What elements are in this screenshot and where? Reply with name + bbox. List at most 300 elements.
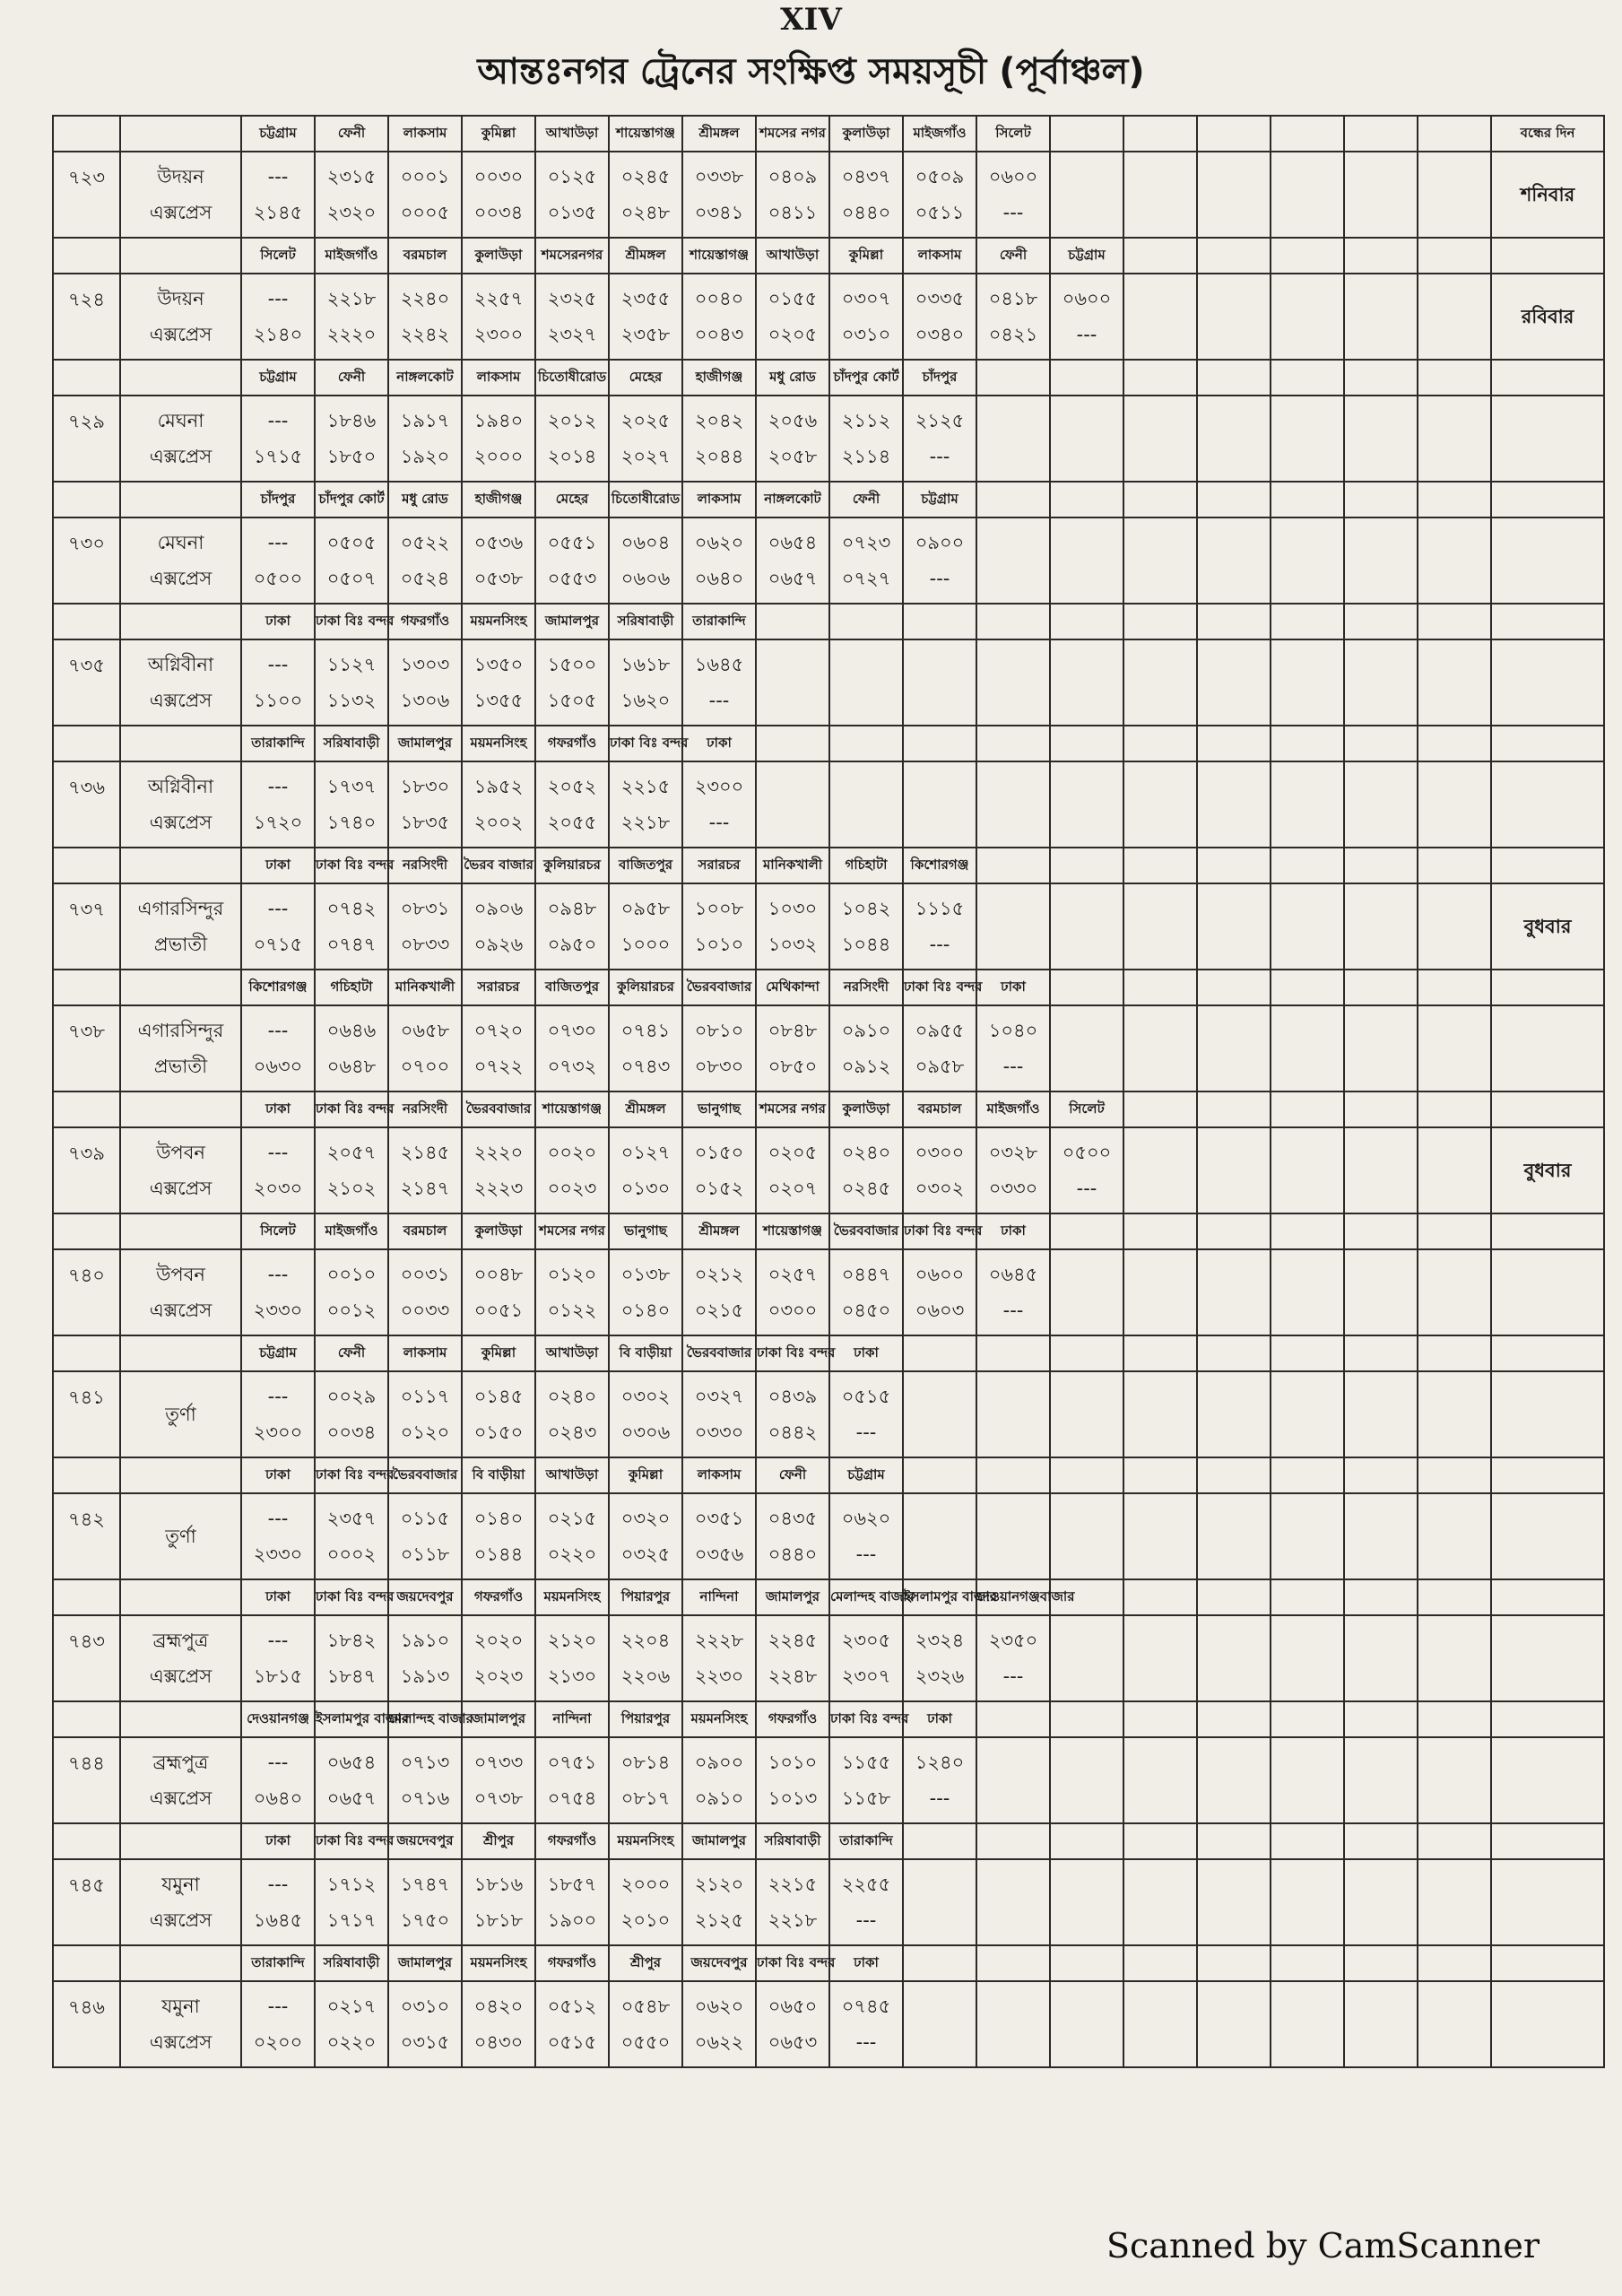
arrival-time: ০৯০০ [915,532,965,553]
blank-cell [1418,1493,1491,1579]
arrival-time: ০৮৪৮ [768,1020,818,1041]
arrival-time: ২০৫৭ [326,1142,377,1163]
station-name: লাকসাম [682,1457,756,1493]
time-cell [682,639,756,726]
timetable-body [53,116,1604,2067]
departure-time: ০৭০০ [400,1056,450,1077]
blank-cell [53,604,120,639]
station-name: ইসলামপুর বাজার [315,1701,388,1737]
arrival-time: ২২৫৭ [473,288,524,309]
station-name: মেহের [609,360,682,396]
train-row [53,1371,1604,1457]
time-cell [462,1615,535,1701]
blank-cell [1271,1859,1344,1945]
blank-cell [1197,482,1271,517]
time-cell [756,396,829,482]
blank-cell [976,1737,1050,1823]
arrival-time: ০৩০৭ [841,288,891,309]
station-name: নরসিংদী [388,848,462,883]
arrival-time: --- [267,1996,289,2017]
departure-time: ০৭৪৭ [326,934,377,955]
time-cell [535,1249,609,1335]
arrival-time: ০২৪৫ [620,166,671,187]
departure-time: ০৩০২ [915,1178,965,1199]
arrival-time: ০১৪০ [473,1508,524,1529]
time-cell [315,1737,388,1823]
departure-time: ০৪৪০ [768,1544,818,1565]
arrival-time: ২২১৫ [620,776,671,797]
blank-cell [53,848,120,883]
train-name [120,761,241,848]
blank-cell [1271,1737,1344,1823]
time-cell [609,1005,682,1091]
station-name: দেওয়ানগঞ্জবাজার [976,1579,1050,1615]
blank-cell [1123,1213,1197,1249]
blank-cell [53,1335,120,1371]
blank-cell [1123,274,1197,360]
blank-cell [1197,1859,1271,1945]
departure-time: ০৭৪৩ [620,1056,671,1077]
departure-time: ১৭২০ [253,812,303,833]
time-cell [315,1371,388,1457]
departure-time: ২৩০০ [473,324,524,345]
arrival-time: ০৫৪৮ [620,1996,671,2017]
station-name: চিতোষীরোড [535,360,609,396]
time-cell [462,761,535,848]
arrival-time: ০৯০৬ [473,898,524,919]
time-cell [682,1127,756,1213]
blank-cell [1123,1615,1197,1701]
station-row [53,238,1604,274]
station-name: সরারচর [682,848,756,883]
time-cell [609,1371,682,1457]
departure-time: ০২০০ [253,2031,303,2053]
blank-cell [1050,726,1123,761]
train-number: ৭২৪ [53,274,120,360]
page-number: XIV [780,2,842,38]
time-cell [535,1371,609,1457]
blank-cell [120,1335,241,1371]
train-name-line: যমুনা [161,1874,200,1895]
departure-time: ০২৪৫ [841,1178,891,1199]
arrival-time: ০৮১০ [694,1020,744,1041]
time-cell [682,1615,756,1701]
time-cell [241,1127,315,1213]
station-name: চট্টগ্রাম [829,1457,903,1493]
arrival-time: ১৮১৬ [473,1874,524,1895]
departure-time: ০১৩৫ [547,202,597,223]
time-cell [682,1493,756,1579]
train-number: ৭৩৫ [53,639,120,726]
departure-time: ০৩১৫ [400,2031,450,2053]
departure-time: ০৭১৫ [253,934,303,955]
departure-time: ০৩৩০ [694,1422,744,1443]
time-cell [903,1249,976,1335]
blank-cell [1418,482,1491,517]
blank-cell [120,1701,241,1737]
off-day [1491,517,1604,604]
station-name: পিয়ারপুর [609,1579,682,1615]
station-name: সিলেট [976,116,1050,152]
blank-cell [976,1335,1050,1371]
blank-cell [1050,1249,1123,1335]
departure-time: --- [929,568,950,589]
time-cell [903,274,976,360]
arrival-time: ০৫১৫ [841,1386,891,1407]
arrival-time: ০৭৩০ [547,1020,597,1041]
departure-time: ২২২০ [326,324,377,345]
departure-time: ০৬০৩ [915,1300,965,1321]
blank-cell [1197,1737,1271,1823]
station-name: ভৈরববাজার [462,1091,535,1127]
station-name: মানিকখালী [388,970,462,1005]
arrival-time: ২৩০০ [694,776,744,797]
departure-time: ০৪৪০ [841,202,891,223]
time-cell [535,1981,609,2067]
time-cell [535,517,609,604]
station-name: কিশোরগঞ্জ [241,970,315,1005]
blank-cell [1418,1579,1491,1615]
station-name: হাজীগঞ্জ [682,360,756,396]
departure-time: ০৬৩০ [253,1056,303,1077]
arrival-time: --- [267,776,289,797]
departure-time: ১০১৩ [768,1787,818,1809]
arrival-time: ০০৩১ [400,1264,450,1285]
time-cell [462,1981,535,2067]
blank-cell [120,1091,241,1127]
arrival-time: --- [267,288,289,309]
time-cell [462,274,535,360]
arrival-time: ০৩০০ [915,1142,965,1163]
departure-time: ২১১৪ [841,446,891,467]
departure-time: ০২২০ [326,2031,377,2053]
departure-time: --- [929,1787,950,1809]
departure-time: ০৩০০ [768,1300,818,1321]
time-cell [388,1615,462,1701]
arrival-time: ০৩৩৮ [694,166,744,187]
arrival-time: ০৪৩৫ [768,1508,818,1529]
blank-cell [120,482,241,517]
train-row [53,883,1604,970]
time-cell [241,1371,315,1457]
time-cell [241,1249,315,1335]
blank-cell [1123,1005,1197,1091]
arrival-time: ০৫১২ [547,1996,597,2017]
blank-cell [1418,1823,1491,1859]
off-day: বুধবার [1491,1127,1604,1213]
blank-cell [903,639,976,726]
arrival-time: ০৬০০ [988,166,1038,187]
arrival-time: --- [267,1752,289,1773]
train-name-line: ব্রহ্মপুত্র [152,1752,209,1773]
time-cell [682,1371,756,1457]
arrival-time: ১৯১৭ [400,410,450,431]
blank-cell [1491,482,1604,517]
blank-cell [1197,238,1271,274]
departure-time: ০৬২২ [694,2031,744,2053]
train-name-line: মেঘনা [157,532,204,553]
station-name: আখাউড়া [756,238,829,274]
blank-cell [1344,761,1418,848]
train-name [120,396,241,482]
blank-cell [1344,1823,1418,1859]
station-name: মাইজগাঁও [903,116,976,152]
blank-cell [1197,726,1271,761]
blank-cell [1123,1091,1197,1127]
blank-cell [1123,482,1197,517]
arrival-time: ০১২৫ [547,166,597,187]
time-cell [756,1249,829,1335]
departure-time: ০৬৪০ [694,568,744,589]
station-name: কুলিয়ারচর [535,848,609,883]
off-day [1491,1005,1604,1091]
station-name: ইসলামপুর বাজার [903,1579,976,1615]
departure-time: --- [708,812,730,833]
time-cell [756,1981,829,2067]
station-name: লাকসাম [388,116,462,152]
station-name: চাঁদপুর কোর্ট [829,360,903,396]
train-row [53,1005,1604,1091]
blank-cell [1344,1615,1418,1701]
arrival-time: ২১১২ [841,410,891,431]
arrival-time: ০৩০২ [620,1386,671,1407]
station-name: তারাকান্দি [241,726,315,761]
arrival-time: ২৩৫৭ [326,1508,377,1529]
station-name: ঢাকা [241,848,315,883]
time-cell [388,1127,462,1213]
blank-cell [1491,1457,1604,1493]
blank-cell [1123,1823,1197,1859]
station-row [53,1457,1604,1493]
off-day-header: বন্ধের দিন [1491,116,1604,152]
station-name: জয়দেবপুর [682,1945,756,1981]
blank-cell [1344,883,1418,970]
departure-time: ১১০০ [253,690,303,711]
station-name: বরমচাল [903,1091,976,1127]
time-cell [756,1615,829,1701]
train-name [120,1371,241,1457]
time-cell [241,761,315,848]
station-name: শায়েস্তাগঞ্জ [756,1213,829,1249]
blank-cell [1418,604,1491,639]
blank-cell [829,761,903,848]
time-cell [829,1005,903,1091]
station-name: ঢাকা [829,1945,903,1981]
blank-cell [1050,517,1123,604]
time-cell [462,1005,535,1091]
departure-time: --- [1076,1178,1097,1199]
station-name: লাকসাম [462,360,535,396]
train-name-line: এক্সপ্রেস [149,690,213,711]
departure-time: ০৩৪১ [694,202,744,223]
arrival-time: ১১২৭ [326,654,377,675]
station-name: জামালপুর [388,726,462,761]
arrival-time: ০৫৫১ [547,532,597,553]
departure-time: ০২০৫ [768,324,818,345]
blank-cell [1271,1493,1344,1579]
station-name: ভৈরববাজার [682,1335,756,1371]
departure-time: ২৩২৬ [915,1665,965,1687]
departure-time: ০৫৫৩ [547,568,597,589]
station-name: শ্রীমঙ্গল [682,1213,756,1249]
blank-cell [1418,1249,1491,1335]
time-cell [241,274,315,360]
station-name: কুলাউড়া [829,1091,903,1127]
page-title: আন্তঃনগর ট্রেনের সংক্ষিপ্ত সময়সূচী (পূর্বাঞ্চল) [477,51,1145,92]
time-cell [829,1859,903,1945]
time-cell [756,1371,829,1457]
arrival-time: ২৩৫০ [988,1630,1038,1651]
blank-cell [120,1579,241,1615]
arrival-time: ০৪৩৭ [841,166,891,187]
train-number: ৭৩০ [53,517,120,604]
departure-time: ০৮৩৩ [400,934,450,955]
station-name: ভৈরব বাজার [462,848,535,883]
blank-cell [1050,1457,1123,1493]
blank-cell [1123,970,1197,1005]
time-cell [315,274,388,360]
arrival-time: ২৩৫৫ [620,288,671,309]
time-cell [682,1737,756,1823]
departure-time: ০০৩৩ [400,1300,450,1321]
station-name: মেহের [535,482,609,517]
station-name: সিলেট [1050,1091,1123,1127]
train-name [120,1005,241,1091]
departure-time: ০৭৫৪ [547,1787,597,1809]
station-name: চট্টগ্রাম [241,1335,315,1371]
departure-time: --- [1076,324,1097,345]
time-cell [682,1859,756,1945]
time-cell [829,1615,903,1701]
station-name: আখাউড়া [535,116,609,152]
blank-cell [1050,1213,1123,1249]
blank-cell [1271,1579,1344,1615]
time-cell [535,883,609,970]
time-cell [388,639,462,726]
station-name: গফরগাঁও [535,726,609,761]
arrival-time: ০০৩০ [473,166,524,187]
time-cell [315,1859,388,1945]
blank-cell [903,1371,976,1457]
blank-cell [1050,396,1123,482]
train-number: ৭৪৫ [53,1859,120,1945]
time-cell [609,1859,682,1945]
train-row [53,517,1604,604]
blank-cell [1197,1457,1271,1493]
blank-cell [1491,726,1604,761]
arrival-time: ০৮৩১ [400,898,450,919]
train-row [53,1249,1604,1335]
time-cell [462,396,535,482]
arrival-time: ২২২০ [473,1142,524,1163]
blank-cell [1491,1701,1604,1737]
arrival-time: ০৬৫৪ [326,1752,377,1773]
time-cell [756,883,829,970]
departure-time: ০১২২ [547,1300,597,1321]
station-name: ঢাকা [976,1213,1050,1249]
departure-time: ০১৩০ [620,1178,671,1199]
station-name: হাজীগঞ্জ [462,482,535,517]
blank-cell [1418,1701,1491,1737]
station-name: ফেনী [315,1335,388,1371]
time-cell [462,1249,535,1335]
time-cell [609,1249,682,1335]
departure-time: ২১৪৭ [400,1178,450,1199]
arrival-time: ০১৫৫ [768,288,818,309]
departure-time: ০৯২৬ [473,934,524,955]
blank-cell [1123,152,1197,238]
blank-cell [1344,1371,1418,1457]
departure-time: ১৭১৫ [253,446,303,467]
station-name: ময়মনসিংহ [682,1701,756,1737]
departure-time: ০৬৪০ [253,1787,303,1809]
station-name: বরমচাল [388,1213,462,1249]
station-name: তারাকান্দি [829,1823,903,1859]
station-name: আখাউড়া [535,1335,609,1371]
departure-time: ১০১০ [694,934,744,955]
train-name-line: তুর্ণা [165,1526,196,1547]
station-name: শায়েস্তাগঞ্জ [609,116,682,152]
arrival-time: ০১২৭ [620,1142,671,1163]
blank-cell [976,517,1050,604]
train-name-line: উপবন [156,1142,205,1163]
station-name: চিতোষীরোড [609,482,682,517]
arrival-time: ০৯৫৫ [915,1020,965,1041]
blank-cell [1123,1981,1197,2067]
station-name: চাঁদপুর [903,360,976,396]
departure-time: ২৩২০ [326,202,377,223]
time-cell [388,152,462,238]
departure-time: ১৮৫০ [326,446,377,467]
blank-cell [1418,761,1491,848]
blank-cell [1123,1371,1197,1457]
departure-time: ১৮৩৫ [400,812,450,833]
departure-time: ০৪৫০ [841,1300,891,1321]
departure-time: --- [855,1544,877,1565]
blank-cell [1418,396,1491,482]
arrival-time: ০৯৪৮ [547,898,597,919]
blank-cell [1050,639,1123,726]
time-cell [682,1005,756,1091]
arrival-time: ০৬৫৪ [768,532,818,553]
time-cell [462,1737,535,1823]
departure-time: ২১০২ [326,1178,377,1199]
time-cell [462,152,535,238]
arrival-time: ০৭৪২ [326,898,377,919]
departure-time: ২৩৩০ [253,1544,303,1565]
blank-cell [1344,1127,1418,1213]
blank-cell [1418,1213,1491,1249]
arrival-time: ২২৪৫ [768,1630,818,1651]
blank-cell [53,1091,120,1127]
blank-cell [903,1493,976,1579]
blank-cell [1123,1335,1197,1371]
blank-cell [1418,1335,1491,1371]
arrival-time: ২০০০ [620,1874,671,1895]
blank-cell [120,1213,241,1249]
station-name: জামালপুর [462,1701,535,1737]
station-name: চট্টগ্রাম [241,116,315,152]
station-row [53,970,1604,1005]
arrival-time: --- [267,1874,289,1895]
blank-cell [1271,970,1344,1005]
train-number: ৭৩৭ [53,883,120,970]
time-cell [535,274,609,360]
train-name-line: এগারসিন্দুর [137,898,224,919]
station-name: দেওয়ানগঞ্জ [241,1701,315,1737]
departure-time: ২১৩০ [547,1665,597,1687]
arrival-time: ০৪১৮ [988,288,1038,309]
